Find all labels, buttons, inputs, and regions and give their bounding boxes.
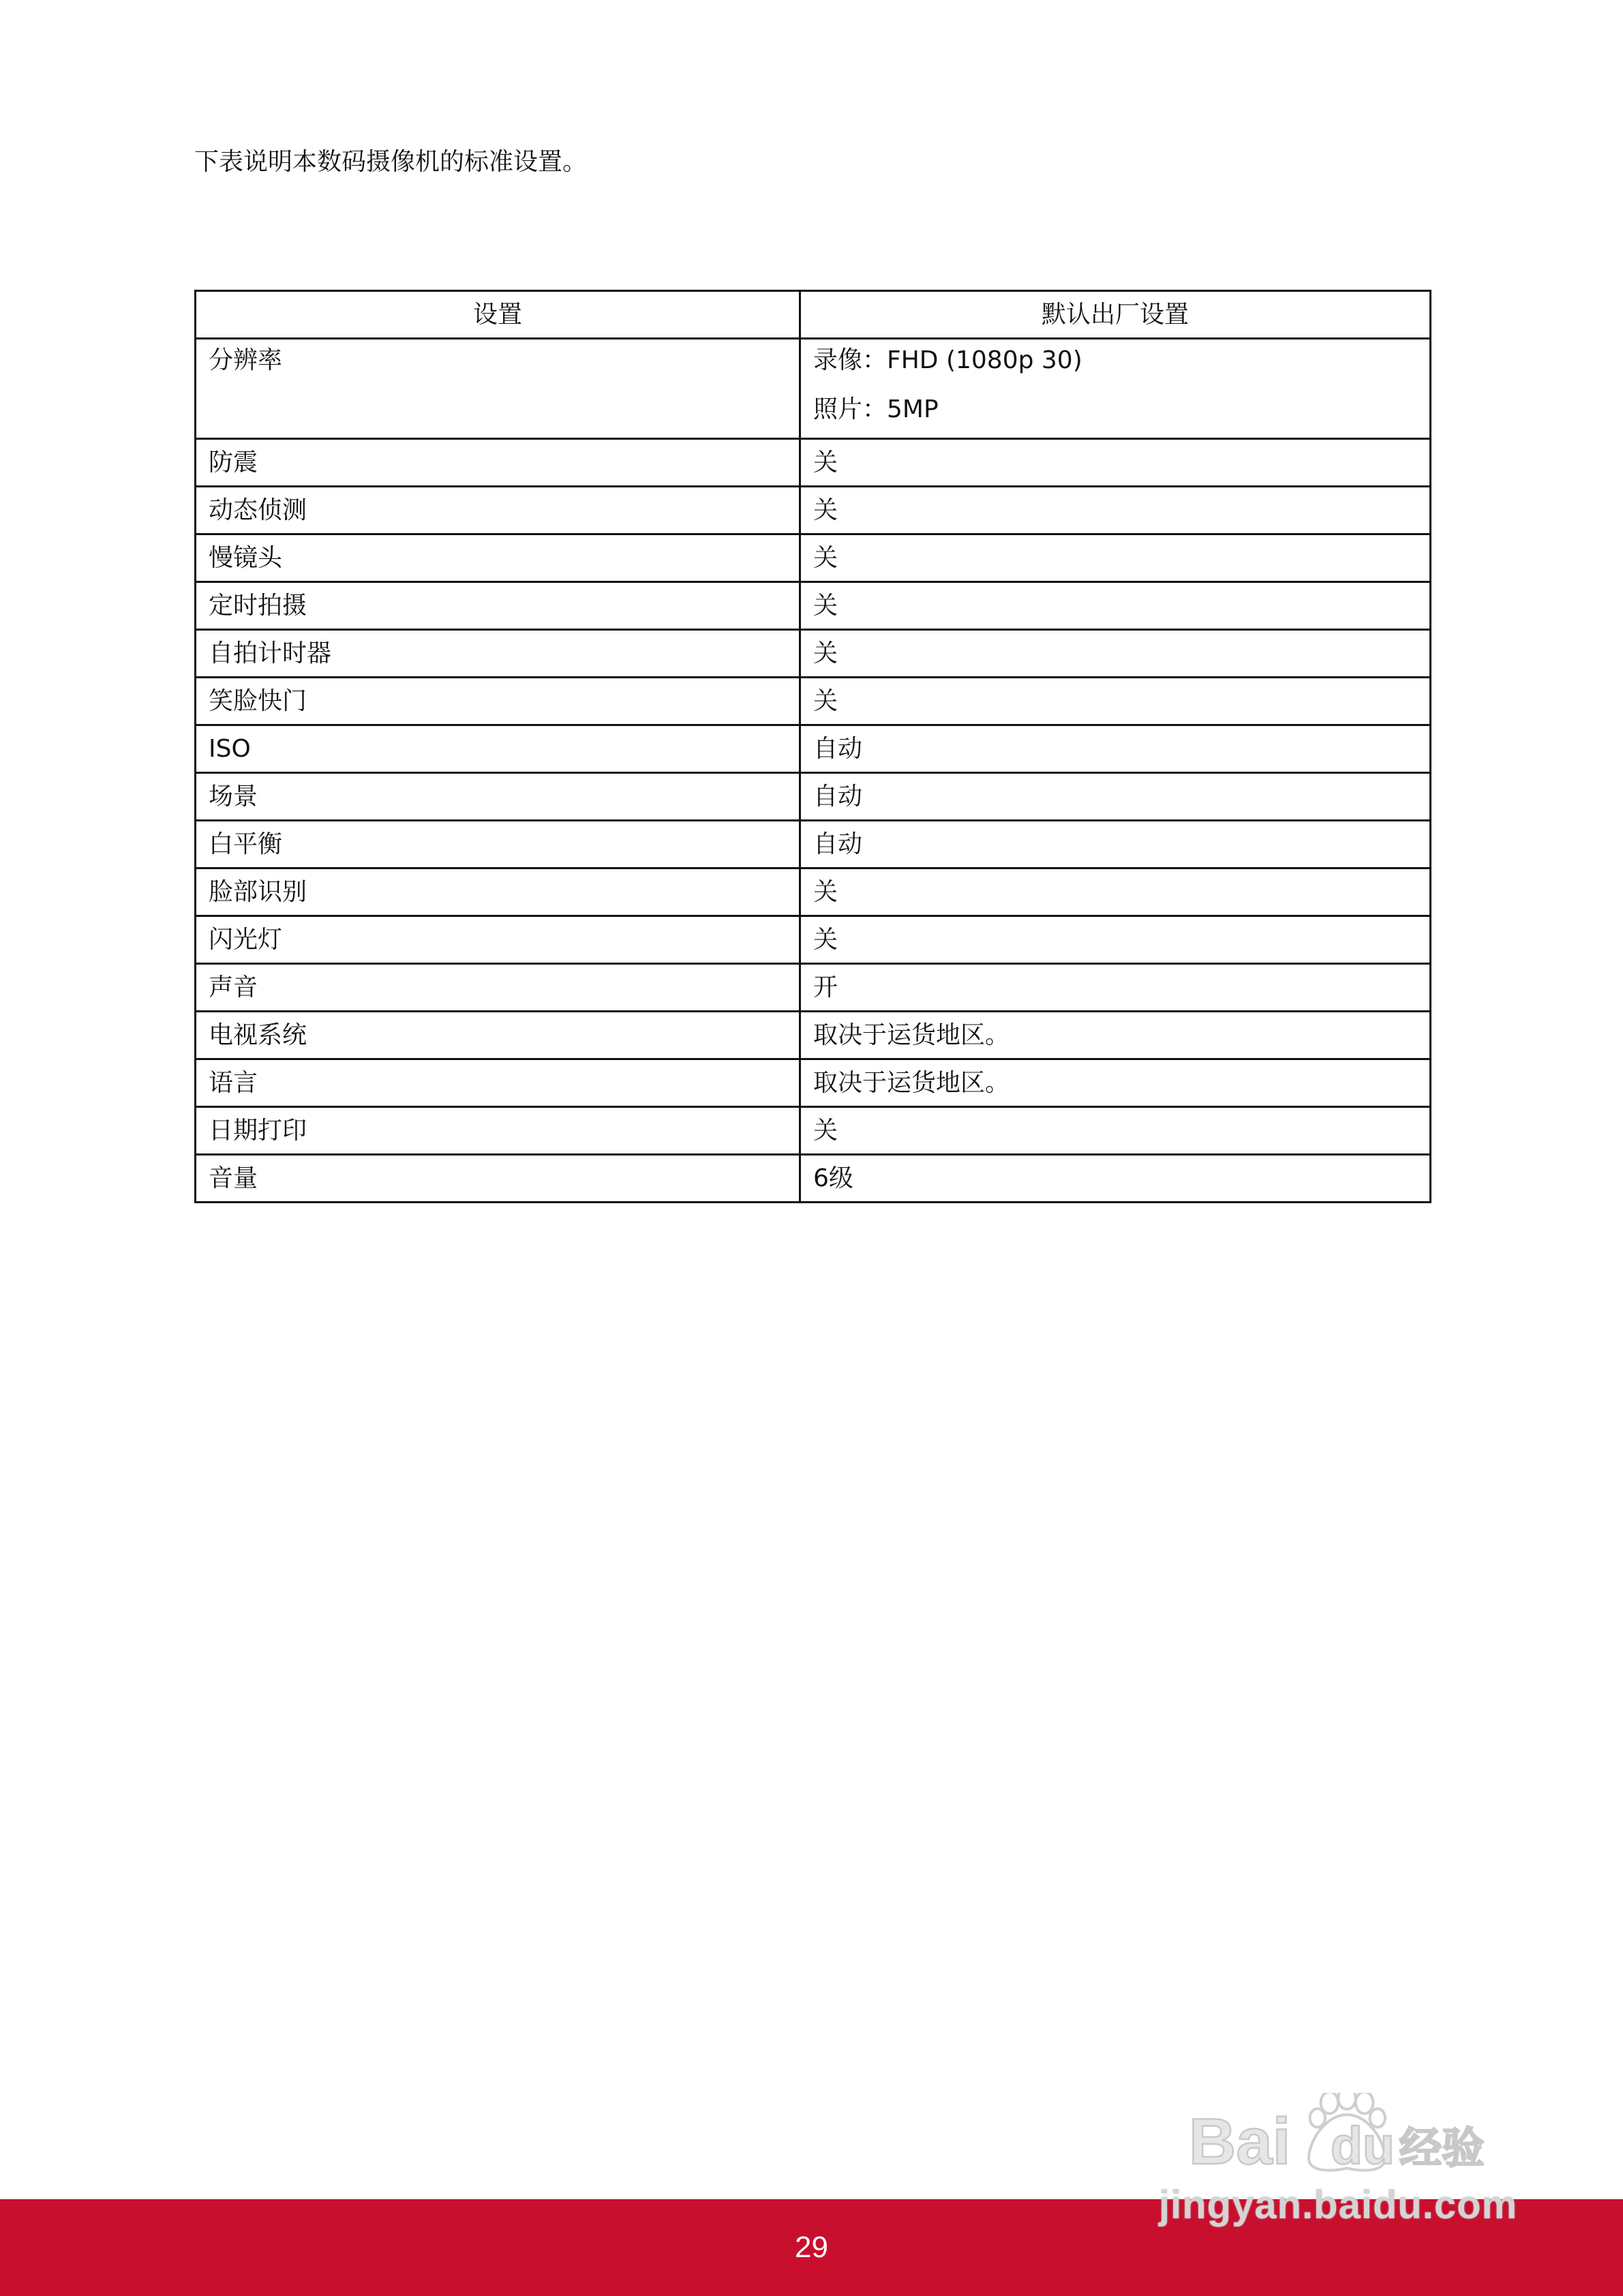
setting-name: 防震 — [196, 439, 800, 487]
table-row — [196, 868, 1431, 916]
table-row — [196, 339, 1431, 439]
svg-text:du — [1331, 2117, 1395, 2175]
table-row — [196, 582, 1431, 630]
table-row — [196, 534, 1431, 582]
table-row — [196, 773, 1431, 821]
setting-default: 关 — [800, 439, 1431, 487]
setting-name: 白平衡 — [196, 821, 800, 868]
table-row — [196, 439, 1431, 487]
table-row — [196, 678, 1431, 725]
setting-default: 关 — [800, 1107, 1431, 1155]
table-row — [196, 1107, 1431, 1155]
setting-name: 笑脸快门 — [196, 678, 800, 725]
setting-name: 慢镜头 — [196, 534, 800, 582]
header-setting: 设置 — [196, 291, 800, 339]
default-settings-table — [194, 290, 1431, 1203]
baidu-paw-logo-icon — [1145, 2093, 1527, 2175]
setting-default: 自动 — [800, 773, 1431, 821]
setting-default: 6级 — [800, 1155, 1431, 1203]
baidu-watermark — [1145, 2045, 1527, 2227]
setting-default — [800, 339, 1431, 439]
setting-name: 声音 — [196, 964, 800, 1012]
setting-name: 电视系统 — [196, 1012, 800, 1059]
video-resolution: 录像：FHD (1080p 30) — [813, 346, 1082, 374]
table-row — [196, 1012, 1431, 1059]
setting-name: 闪光灯 — [196, 916, 800, 964]
table-row — [196, 630, 1431, 678]
table-row — [196, 487, 1431, 534]
setting-default: 关 — [800, 582, 1431, 630]
watermark-logo-text — [1399, 2123, 1485, 2173]
table-row — [196, 1059, 1431, 1107]
setting-name: 日期打印 — [196, 1107, 800, 1155]
setting-name: 定时拍摄 — [196, 582, 800, 630]
header-default: 默认出厂设置 — [800, 291, 1431, 339]
setting-default: 开 — [800, 964, 1431, 1012]
setting-name: 自拍计时器 — [196, 630, 800, 678]
setting-default: 自动 — [800, 725, 1431, 773]
table-row — [196, 964, 1431, 1012]
setting-default: 关 — [800, 916, 1431, 964]
watermark-url: jingyan.baidu.com — [1159, 2183, 1518, 2227]
setting-name: 动态侦测 — [196, 487, 800, 534]
table-row — [196, 916, 1431, 964]
table-row — [196, 1155, 1431, 1203]
setting-name: 场景 — [196, 773, 800, 821]
setting-default: 关 — [800, 678, 1431, 725]
svg-text:Bai — [1189, 2105, 1290, 2175]
setting-default: 取决于运货地区。 — [800, 1059, 1431, 1107]
photo-resolution: 照片：5MP — [813, 395, 939, 423]
table-header-row — [196, 291, 1431, 339]
table-row — [196, 821, 1431, 868]
intro-text: 下表说明本数码摄像机的标准设置。 — [194, 148, 588, 176]
page-number: 29 — [795, 2231, 828, 2264]
setting-default: 取决于运货地区。 — [800, 1012, 1431, 1059]
setting-default: 自动 — [800, 821, 1431, 868]
table-row — [196, 725, 1431, 773]
setting-name: ISO — [196, 725, 800, 773]
setting-default: 关 — [800, 534, 1431, 582]
setting-name: 音量 — [196, 1155, 800, 1203]
setting-name: 分辨率 — [196, 339, 800, 439]
setting-default: 关 — [800, 630, 1431, 678]
setting-name: 语言 — [196, 1059, 800, 1107]
setting-default: 关 — [800, 868, 1431, 916]
setting-default: 关 — [800, 487, 1431, 534]
setting-name: 脸部识别 — [196, 868, 800, 916]
